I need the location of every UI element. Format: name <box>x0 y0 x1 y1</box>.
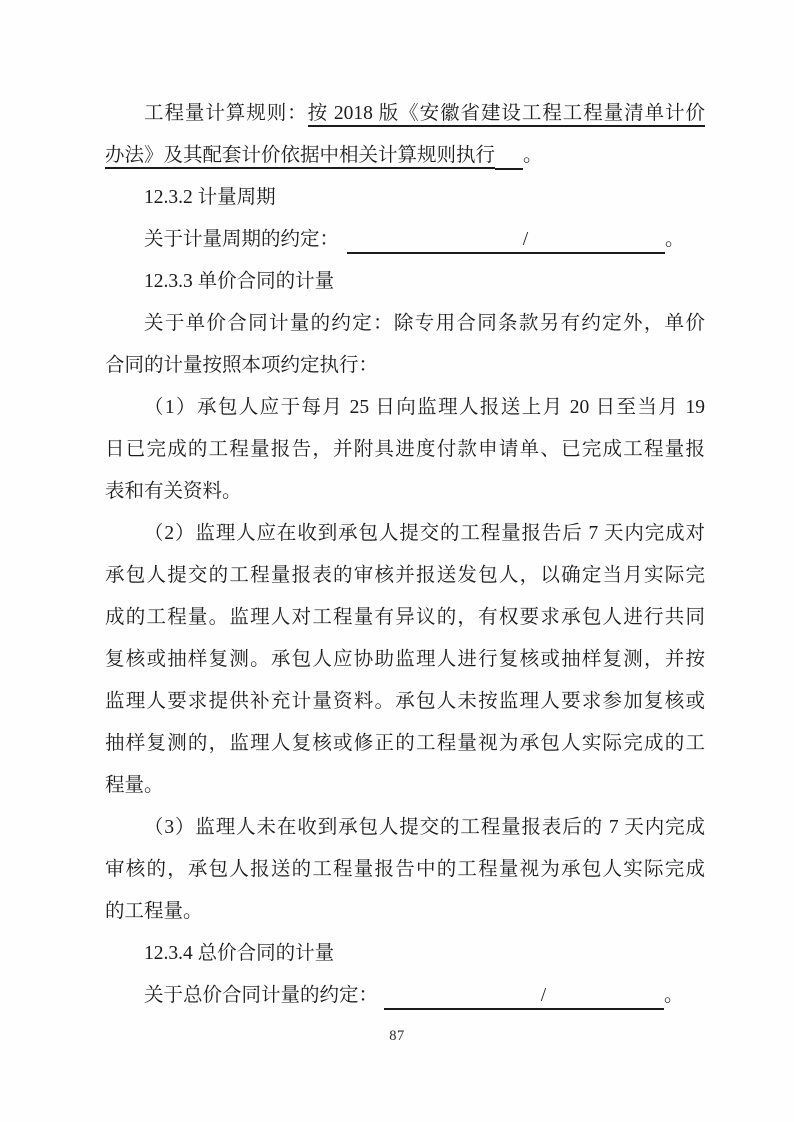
text-segment: 。 <box>665 229 685 250</box>
text-segment: 工程量计算规则： <box>144 103 308 124</box>
text-segment: 12.3.2 计量周期 <box>144 187 276 208</box>
fill-in-blank: / <box>347 227 665 254</box>
text-segment: 关于总价合同计量的约定： <box>144 985 379 1006</box>
doc-line <box>105 723 705 765</box>
doc-line <box>105 387 705 429</box>
doc-line <box>105 429 705 471</box>
doc-line <box>105 513 705 555</box>
doc-line <box>105 177 705 219</box>
underlined-text: 办法》及其配套计价依据中相关计算规则执行 <box>105 145 495 169</box>
document-body <box>105 93 705 1017</box>
doc-line <box>105 93 705 135</box>
text-segment: （2）监理人应在收到承包人提交的工程量报告后 7 天内完成对 <box>144 523 705 544</box>
doc-line <box>105 849 705 891</box>
text-segment: 12.3.4 总价合同的计量 <box>144 943 335 964</box>
text-segment: 12.3.3 单价合同的计量 <box>144 271 335 292</box>
text-segment: 。 <box>523 145 543 166</box>
doc-line <box>105 261 705 303</box>
text-segment: （3）监理人未在收到承包人提交的工程量报表后的 7 天内完成 <box>144 817 705 838</box>
text-segment: 监理人要求提供补充计量资料。承包人未按监理人要求参加复核或 <box>105 691 705 712</box>
text-segment: 日已完成的工程量报告，并附具进度付款申请单、已完成工程量报 <box>105 439 705 460</box>
doc-line <box>105 555 705 597</box>
doc-line <box>105 345 705 387</box>
doc-line <box>105 681 705 723</box>
doc-line <box>105 891 705 933</box>
text-segment: 合同的计量按照本项约定执行： <box>105 355 379 376</box>
text-segment: 的工程量。 <box>105 901 203 922</box>
text-segment: 关于计量周期的约定： <box>144 229 340 250</box>
fill-in-blank <box>495 143 523 170</box>
text-segment: 表和有关资料。 <box>105 481 242 502</box>
page-number: 87 <box>389 1028 405 1044</box>
text-segment: 。 <box>664 985 684 1006</box>
text-segment: 关于单价合同计量的约定：除专用合同条款另有约定外，单价 <box>144 313 705 334</box>
doc-line <box>105 135 705 177</box>
doc-line <box>105 303 705 345</box>
text-segment: 审核的，承包人报送的工程量报告中的工程量视为承包人实际完成 <box>105 859 705 880</box>
doc-line <box>105 639 705 681</box>
doc-line <box>105 933 705 975</box>
text-segment: 复核或抽样复测。承包人应协助监理人进行复核或抽样复测，并按 <box>105 649 705 670</box>
fill-in-blank: / <box>384 983 664 1010</box>
text-segment: 成的工程量。监理人对工程量有异议的，有权要求承包人进行共同 <box>105 607 705 628</box>
underlined-text: 按 2018 版《安徽省建设工程工程量清单计价 <box>308 103 705 127</box>
doc-line <box>105 471 705 513</box>
text-segment: 承包人提交的工程量报表的审核并报送发包人，以确定当月实际完 <box>105 565 705 586</box>
text-segment: 程量。 <box>105 775 164 796</box>
doc-line <box>105 597 705 639</box>
doc-line <box>105 219 705 261</box>
text-segment: （1）承包人应于每月 25 日向监理人报送上月 20 日至当月 19 <box>144 397 705 418</box>
doc-line <box>105 975 705 1017</box>
doc-line <box>105 765 705 807</box>
doc-line <box>105 807 705 849</box>
text-segment: 抽样复测的，监理人复核或修正的工程量视为承包人实际完成的工 <box>105 733 705 754</box>
